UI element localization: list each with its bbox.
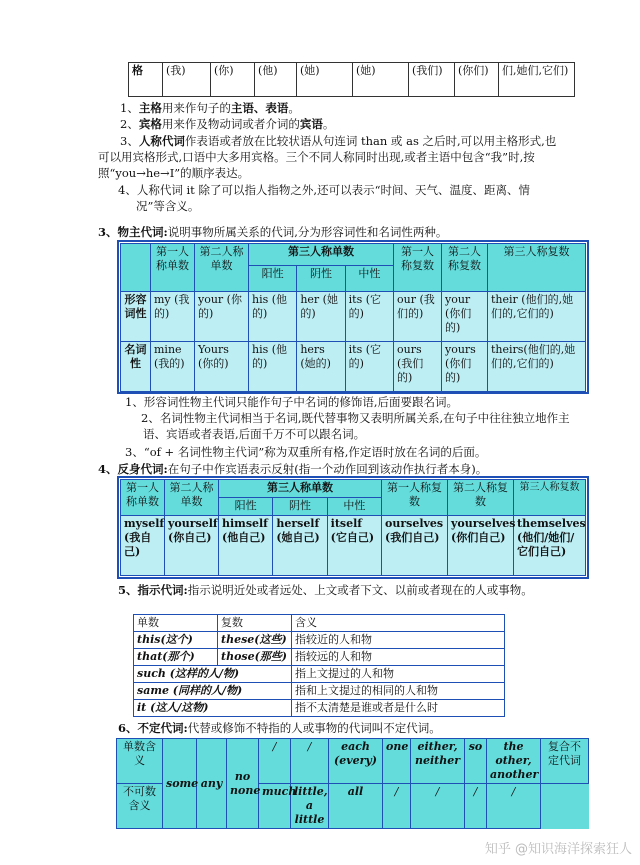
header-second-sg: 第二人称单数 bbox=[165, 480, 219, 516]
demonstrative-table bbox=[133, 614, 505, 717]
table-cell: so bbox=[465, 739, 487, 784]
table-cell: same (同样的人/物) bbox=[134, 683, 292, 700]
note-1: 1、主格用来作句子的主语、表语。 bbox=[120, 101, 300, 115]
table-row bbox=[134, 632, 505, 649]
table-cell: 指较近的人和物 bbox=[292, 632, 505, 649]
table-cell: your (你们的) bbox=[442, 292, 488, 342]
header-third-pl: 第三人称复数 bbox=[488, 244, 586, 292]
note-4: 4、人称代词 it 除了可以指人指物之外,还可以表示“时间、天气、温度、距离、情况”等含义。 bbox=[118, 183, 530, 213]
note-2: 2、宾格用来作及物动词或者介词的宾语。 bbox=[120, 117, 335, 131]
top-cell: (她) bbox=[297, 63, 353, 97]
row-label: 不可数含义 bbox=[117, 784, 163, 829]
header-second-pl: 第二人称复数 bbox=[442, 244, 488, 292]
header-masc: 阳性 bbox=[249, 266, 297, 292]
table-cell: 指上文提过的人和物 bbox=[292, 666, 505, 683]
table-cell: his (他的) bbox=[249, 292, 297, 342]
table-cell: his (他的) bbox=[249, 342, 297, 392]
header-singular: 单数 bbox=[134, 615, 218, 632]
header-masc: 阳性 bbox=[219, 498, 273, 516]
table-cell: himself (他自己) bbox=[219, 516, 273, 576]
table-row bbox=[134, 649, 505, 666]
header-third-pl: 第三人称复数 bbox=[514, 480, 586, 516]
header-second-pl: 第二人称复数 bbox=[448, 480, 514, 516]
top-cell: 们,她们,它们) bbox=[499, 63, 575, 97]
table-cell: / bbox=[411, 784, 465, 829]
table-cell: such (这样的人/物) bbox=[134, 666, 292, 683]
possessive-table bbox=[120, 243, 586, 392]
table-cell: yourselves (你们自己) bbox=[448, 516, 514, 576]
table-cell: much bbox=[259, 784, 291, 829]
table-cell: that(那个) bbox=[134, 649, 218, 666]
table-row bbox=[134, 700, 505, 717]
possessive-note-3: 3、“of + 名词性物主代词”称为双重所有格,作定语时放在名词的后面。 bbox=[125, 445, 487, 459]
section6-heading: 6、不定代词:代替或修饰不特指的人或事物的代词叫不定代词。 bbox=[118, 721, 441, 735]
header-second-sg: 第二人称单数 bbox=[195, 244, 249, 292]
case-label: 格 bbox=[129, 63, 163, 97]
reflexive-table bbox=[120, 479, 586, 576]
table-cell: hers (她的) bbox=[297, 342, 345, 392]
table-cell: little, a little bbox=[291, 784, 329, 829]
row-label: 形容词性 bbox=[121, 292, 151, 342]
table-cell: their (他们的,她们的,它们的) bbox=[488, 292, 586, 342]
header-first-pl: 第一人称复数 bbox=[382, 480, 448, 516]
watermark: 知乎 @知识海洋探索狂人 bbox=[484, 842, 632, 857]
header-first-sg: 第一人称单数 bbox=[151, 244, 195, 292]
table-cell: our (我们的) bbox=[394, 292, 442, 342]
table-cell: / bbox=[487, 784, 541, 829]
table-cell: theirs(他们的,她们的,它们的) bbox=[488, 342, 586, 392]
table-row bbox=[121, 342, 586, 392]
header-first-sg: 第一人称单数 bbox=[121, 480, 165, 516]
table-cell: yours (你们的) bbox=[442, 342, 488, 392]
table-cell: those(那些) bbox=[218, 649, 292, 666]
corner-cell bbox=[121, 244, 151, 292]
table-cell: its (它的) bbox=[345, 292, 393, 342]
table-cell: / bbox=[291, 739, 329, 784]
table-cell: either, neither bbox=[411, 739, 465, 784]
header-third-sg: 第三人称单数 bbox=[219, 480, 382, 498]
table-row bbox=[134, 683, 505, 700]
top-cell: (你们) bbox=[455, 63, 499, 97]
table-cell: 指较远的人和物 bbox=[292, 649, 505, 666]
table-cell: each (every) bbox=[329, 739, 383, 784]
header-meaning: 含义 bbox=[292, 615, 505, 632]
top-cell: (我) bbox=[163, 63, 211, 97]
table-cell: her (她的) bbox=[297, 292, 345, 342]
table-cell: it (这人/这物) bbox=[134, 700, 292, 717]
header-first-pl: 第一人称复数 bbox=[394, 244, 442, 292]
header-fem: 阴性 bbox=[297, 266, 345, 292]
table-cell: any bbox=[197, 739, 227, 829]
top-case-table bbox=[128, 62, 575, 97]
table-cell: herself (她自己) bbox=[273, 516, 327, 576]
header-neut: 中性 bbox=[327, 498, 381, 516]
table-cell: Yours (你的) bbox=[195, 342, 249, 392]
header-neut: 中性 bbox=[345, 266, 393, 292]
note-3: 3、人称代词作表语或者放在比较状语从句连词 than 或 as 之后时,可以用主格形式,也可以用宾格形式,口语中大多用宾格。三个不同人称同时出现,或者主语中包含“我”时,按照“you→he→I”的顺序表达。 bbox=[98, 134, 557, 180]
possessive-note-1: 1、形容词性物主代词只能作句子中名词的修饰语,后面要跟名词。 bbox=[125, 395, 458, 409]
table-cell: 指不太清楚是谁或者是什么时 bbox=[292, 700, 505, 717]
header-third-sg: 第三人称单数 bbox=[249, 244, 394, 266]
table-cell: my (我的) bbox=[151, 292, 195, 342]
table-cell: one bbox=[383, 739, 411, 784]
indefinite-table bbox=[116, 738, 589, 829]
table-cell: its (它的) bbox=[345, 342, 393, 392]
table-cell: 复合不定代词 bbox=[541, 739, 589, 784]
table-cell: / bbox=[259, 739, 291, 784]
table-row bbox=[117, 739, 589, 784]
table-cell: ours (我们的) bbox=[394, 342, 442, 392]
table-cell: themselves (他们/她们/它们自己) bbox=[514, 516, 586, 576]
table-row bbox=[121, 292, 586, 342]
table-cell: these(这些) bbox=[218, 632, 292, 649]
row-label: 名词性 bbox=[121, 342, 151, 392]
table-cell: your (你的) bbox=[195, 292, 249, 342]
section4-heading: 4、反身代词:在句子中作宾语表示反射(指一个动作回到该动作执行者本身)。 bbox=[98, 462, 488, 476]
table-cell: / bbox=[465, 784, 487, 829]
table-cell: 指和上文提过的相同的人和物 bbox=[292, 683, 505, 700]
table-cell: / bbox=[383, 784, 411, 829]
table-cell: ourselves (我们自己) bbox=[382, 516, 448, 576]
section5-heading: 5、指示代词:指示说明近处或者远处、上文或者下文、以前或者现在的人或事物。 bbox=[118, 583, 533, 597]
top-cell: (你) bbox=[211, 63, 255, 97]
table-cell: this(这个) bbox=[134, 632, 218, 649]
header-plural: 复数 bbox=[218, 615, 292, 632]
table-cell: no none bbox=[227, 739, 259, 829]
top-cell: (我们) bbox=[409, 63, 455, 97]
table-row bbox=[134, 666, 505, 683]
table-cell: yourself (你自己) bbox=[165, 516, 219, 576]
table-cell: some bbox=[163, 739, 197, 829]
header-fem: 阴性 bbox=[273, 498, 327, 516]
table-cell: all bbox=[329, 784, 383, 829]
section3-heading: 3、物主代词:说明事物所属关系的代词,分为形容词性和名词性两种。 bbox=[98, 225, 448, 239]
table-cell: myself (我自己) bbox=[121, 516, 165, 576]
top-cell: (她) bbox=[353, 63, 409, 97]
top-cell: (他) bbox=[255, 63, 297, 97]
row-label: 单数含义 bbox=[117, 739, 163, 784]
table-cell: itself (它自己) bbox=[327, 516, 381, 576]
table-row bbox=[121, 516, 586, 576]
table-cell: the other, another bbox=[487, 739, 541, 784]
possessive-note-2: 2、名词性物主代词相当于名词,既代替事物又表明所属关系,在句子中往往独立地作主语、宾语或者表语,后面千万不可以跟名词。 bbox=[141, 411, 570, 441]
table-cell: mine (我的) bbox=[151, 342, 195, 392]
